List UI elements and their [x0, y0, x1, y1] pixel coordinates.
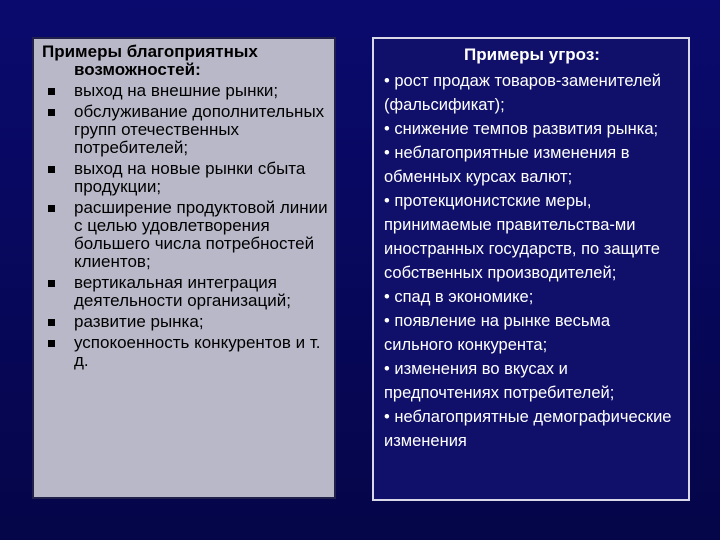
list-item: [42, 82, 328, 100]
list-item: [42, 334, 328, 370]
threats-title: Примеры угроз:: [464, 45, 600, 64]
list-item: [42, 160, 328, 196]
square-bullet-icon: [48, 88, 55, 95]
square-bullet-icon: [48, 319, 55, 326]
list-item-text: расширение продуктовой линии с целью удовлетворения большего числа потребностей клиентов;: [74, 198, 328, 271]
list-item-text: обслуживание дополнительных групп отечественных потребителей;: [74, 102, 325, 157]
list-item: • снижение темпов развития рынка;: [384, 120, 659, 138]
list-item-text: выход на внешние рынки;: [74, 81, 279, 100]
opportunities-title: [42, 43, 328, 79]
list-item: • протекционистские меры, принимаемые правительства-ми иностранных государств, по защите собственных производителей;: [384, 192, 660, 282]
square-bullet-icon: [48, 205, 55, 212]
square-bullet-icon: [48, 109, 55, 116]
threats-list: [384, 69, 680, 453]
list-item: [42, 103, 328, 157]
list-item: • неблагоприятные изменения в обменных курсах валют;: [384, 144, 630, 186]
list-item: • спад в экономике;: [384, 288, 534, 306]
list-item: [42, 313, 328, 331]
opportunities-title-line2: возможностей:: [74, 60, 201, 79]
list-item-text: развитие рынка;: [74, 312, 204, 331]
square-bullet-icon: [48, 280, 55, 287]
opportunities-box: [32, 37, 336, 499]
list-item: • рост продаж товаров-заменителей (фальсификат);: [384, 72, 661, 114]
list-item-text: выход на новые рынки сбыта продукции;: [74, 159, 306, 196]
opportunities-list: [42, 82, 328, 370]
list-item: [42, 274, 328, 310]
square-bullet-icon: [48, 166, 55, 173]
list-item: • появление на рынке весьма сильного конкурента;: [384, 312, 610, 354]
threats-box: [372, 37, 690, 501]
opportunities-title-line1: Примеры благоприятных: [42, 42, 258, 61]
list-item: [42, 199, 328, 271]
list-item-text: вертикальная интеграция деятельности организаций;: [74, 273, 291, 310]
list-item-text: успокоенность конкурентов и т. д.: [74, 333, 321, 370]
square-bullet-icon: [48, 340, 55, 347]
list-item: • неблагоприятные демографические изменения: [384, 408, 672, 450]
list-item: • изменения во вкусах и предпочтениях потребителей;: [384, 360, 615, 402]
